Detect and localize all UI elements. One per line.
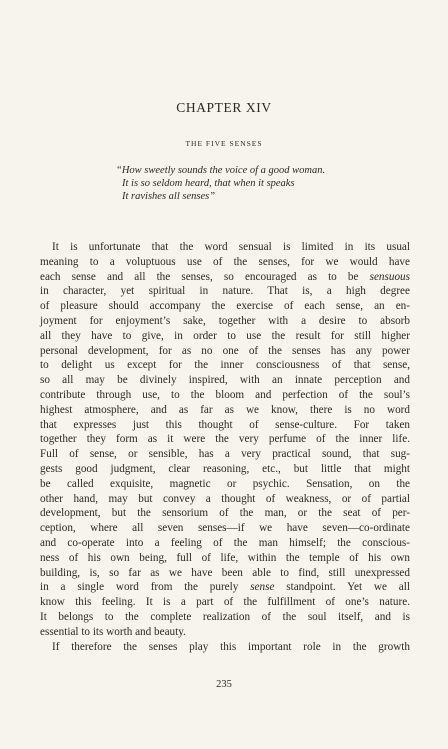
- paragraph-line: so all may be divinely inspired, with an innate perception and: [40, 374, 410, 387]
- paragraph-line: [40, 580, 410, 595]
- paragraph-line: contribute through use, to the bloom and perfection of the soul’s: [40, 388, 410, 401]
- text-run: in a single word from the purely: [40, 581, 251, 594]
- chapter-title: CHAPTER XIV: [176, 100, 272, 115]
- paragraph-line: that expresses just this thought of sense-culture. For taken: [40, 418, 410, 431]
- paragraph-line: know this feeling. It is a part of the fulfillment of one’s nature.: [40, 596, 410, 609]
- text-run: each sense and all the senses, so encouraged as to be: [40, 270, 370, 283]
- paragraph-line: be called exquisite, magnetic or psychic. Sensation, on the: [40, 477, 410, 490]
- paragraph-line: [40, 270, 410, 285]
- paragraph-line: Full of sense, or sensible, has a very practical sound, that sug-: [40, 448, 410, 461]
- emphasis-word: sensuous: [369, 270, 410, 283]
- paragraph-line: joyment for enjoyment’s sake, together with a desire to absorb: [40, 314, 410, 327]
- paragraph-line: to delight us except for the inner consciousness of that sense,: [40, 359, 410, 372]
- paragraph-line: in character, yet spiritual in nature. That is, a high degree: [40, 285, 410, 298]
- epigraph-line: It ravishes all senses”: [122, 191, 216, 202]
- paragraph-line: together they form as it were the very perfume of the inner life.: [40, 433, 410, 446]
- body-text: [40, 240, 410, 654]
- paragraph-line: and co-operate into a feeling of the man himself; the conscious-: [40, 536, 410, 549]
- paragraph-line: It belongs to the complete realization of the soul itself, and is: [40, 610, 410, 623]
- section-title: THE FIVE SENSES: [185, 139, 263, 148]
- paragraph-line: personal development, for as no one of the senses has any power: [40, 344, 410, 357]
- epigraph: [116, 164, 416, 203]
- paragraph-line: other hand, may but convey a thought of weakness, or of partial: [40, 492, 410, 505]
- paragraph-line: It is unfortunate that the word sensual is limited in its usual: [52, 241, 410, 253]
- paragraph-line: development, but the sensorium of the man, or the seat of per-: [40, 507, 410, 520]
- paragraph-line: of pleasure should accompany the exercise of each sense, an en-: [40, 300, 410, 313]
- epigraph-line: It is so seldom heard, that when it speaks: [122, 178, 295, 189]
- paragraph-line: ness of his own being, full of life, within the temple of his own: [40, 551, 410, 564]
- text-run: standpoint. Yet we all: [274, 581, 410, 594]
- paragraph-line: ception, where all seven senses—if we have seven—co-ordinate: [40, 522, 410, 535]
- epigraph-line: “How sweetly sounds the voice of a good woman.: [116, 165, 326, 176]
- paragraph-line: If therefore the senses play this important role in the growth: [52, 640, 410, 653]
- page-number: 235: [216, 679, 232, 690]
- emphasis-word: sense: [250, 581, 275, 594]
- paragraph-line: building, is, so far as we have been able to find, still unexpressed: [40, 566, 410, 579]
- paragraph-line: meaning to a voluptuous use of the senses, for we would have: [40, 255, 410, 268]
- paragraph-line: highest atmosphere, and as far as we know, there is no word: [40, 403, 410, 416]
- paragraph-line: all they have to give, in order to use the result for still higher: [40, 329, 410, 342]
- paragraph-line: gests good judgment, clear reasoning, etc., but little that might: [40, 462, 410, 475]
- paragraph-line: essential to its worth and beauty.: [40, 625, 186, 638]
